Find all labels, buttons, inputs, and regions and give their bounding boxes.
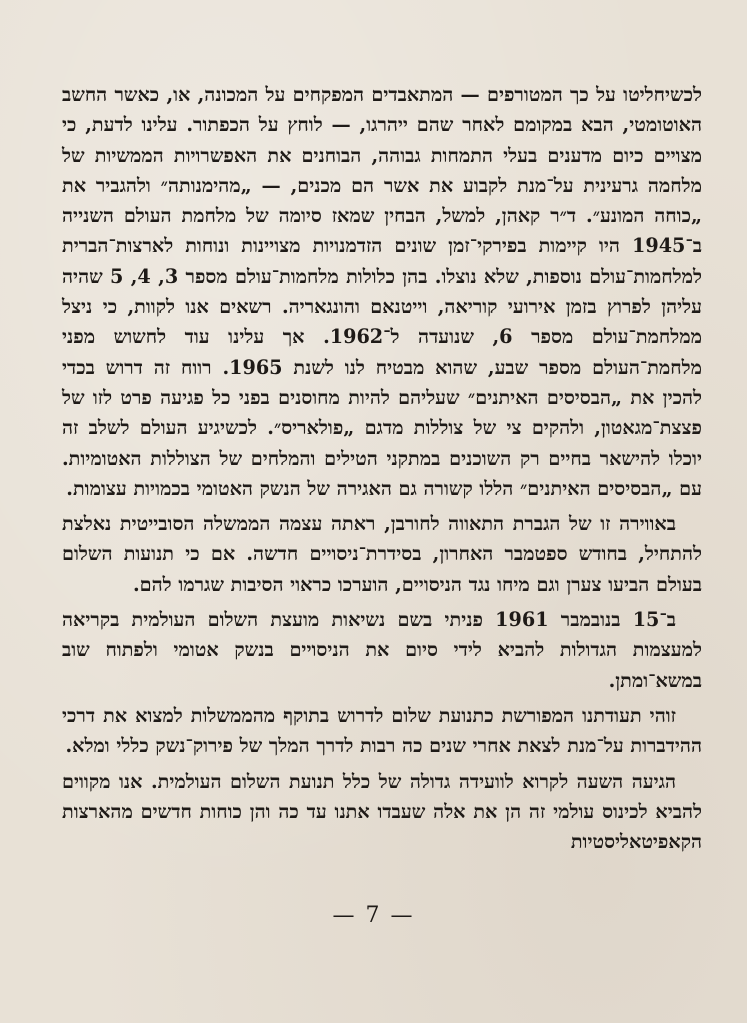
paragraph-3: ב־15 בנובמבר 1961 פניתי בשם נשיאות מועצת השלום העולמית בקריאה למעצמות הגדולות להביא לידי סיום את הניסויים בנשק אטומי ולפתוח שוב במשא־ומתן.: [62, 608, 702, 692]
paragraph-2: באווירה זו של הגברת התאווה לחורבן, ראתה עצמה הממשלה הסובייטית נאלצת להתחיל, בחודש ספטמבר האחרון, בסידרת־ניסויים חדשה. אם כי תנועות השלום בעולם הביעו צערן וגם מיחו נגד הניסויים, הוערכו כראוי הסיבות שגרמו להם.: [62, 512, 702, 596]
paragraph-4: זוהי תעודתנו המפורשת כתנועת שלום לדרוש בתוקף מהממשלות למצוא את דרכי ההידברות על־מנת לצאת אחרי שנים כה רבות לדרך המלך של פירוק־נשק כללי ומלא.: [62, 703, 702, 758]
page-number: — 7 —: [332, 903, 415, 928]
paragraph-5: הגיעה השעה לקרוא לוועידה גדולה של כלל תנועת השלום העולמית. אנו מקווים להביא לכינוס עולמי זה הן את אלה שעבדו אתנו עד כה והן כוחות חדשים מהארצות הקאפיטאליסטיות: [62, 769, 702, 854]
body-text: [62, 80, 702, 857]
paragraph-1: לכשיחליטו על כך המטורפים — המתאבדים המפקחים על המכונה, או, כאשר החשב האוטומטי, הבא במקומם לאחר שהם ייהרגו, — לוחץ על הכפתור. עלינו לדעת, כי מצויים כיום מדענים בעלי התמחות גבוהה, הבוחנים את האפשרויות הממשיות של מלחמה גרעינית על־מנת לקבוע את אשר הם מכנים, — „מהימנותה״ ולהגביר את „כוחה המונע״. ד״ר קאהן, למשל, הבחין שמאז סיומה של מלחמת העולם השנייה ב־1945 היו קיימות בפירקי־זמן שונים הזדמנויות מצויינות ונוחות לארצות־הברית למלחמות־עולם נוספות, שלא נוצלו. בהן כלולות מלחמות־עולם מספר 3, 4, 5 שהיה עליהן לפרוץ בזמן אירועי קוריאה, וייטנאם והונגאריה. רשאים אנו לקוות, כי ניצל ממלחמת־עולם מספר 6, שנועדה ל־1962. אך עלינו עוד לחשוש מפני מלחמת־העולם מספר שבע, שהוא מבטיח לנו לשנת 1965. רווח זה דרוש בכדי להכין את „הבסיסים האיתנים״ שעליהם להיות מחוסנים בפני כל פגיעה פרט לזו של פצצת־מגאטון, ולהקים צי של צוללות מדגם „פולאריס״. לכשיגיע העולם לשלב זה יוכלו להישאר בחיים רק השוכנים במתקני הטילים והמלחים של הצוללות האטומיות. עם „הבסיסים האיתנים״ הללו קשורה גם האגירה של הנשק האטומי בכמויות עצומות.: [62, 83, 703, 500]
